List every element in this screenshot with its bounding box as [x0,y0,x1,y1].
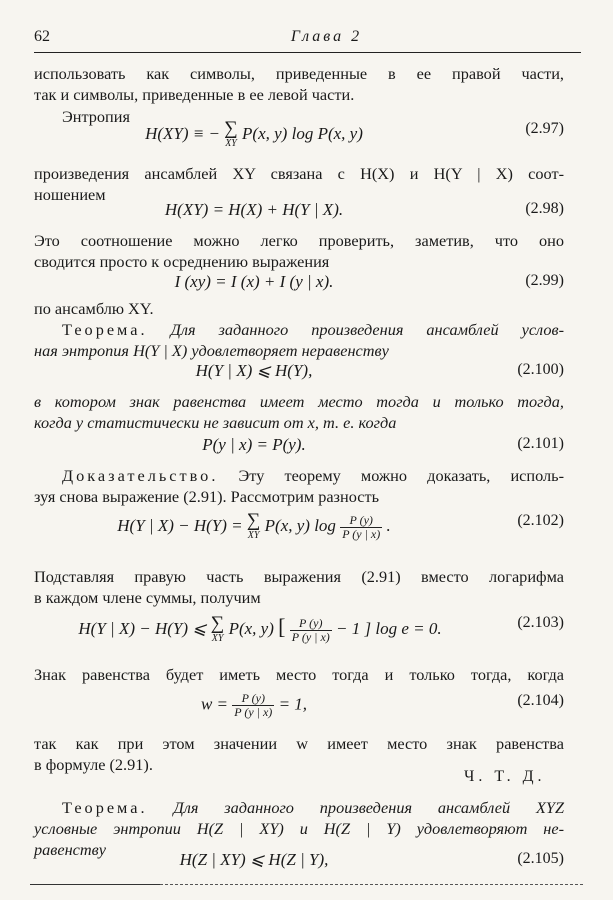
equation-end: . [386,515,391,535]
chapter-header: Глава 2 [290,28,363,45]
fraction [340,514,382,541]
equation-tail: − 1 ] log e = 0. [336,619,442,638]
equation-formula: I (xy) = I (x) + I (y | x). [174,272,334,291]
text-line-7: сводится просто к осреднению выражения [34,252,330,271]
equation-tail: = 1, [278,694,308,714]
theorem-label: Теорема. [62,798,148,817]
equation-formula: H(XY) = H(X) + H(Y | X). [164,200,344,219]
equation-formula: H(Y | X) − H(Y) ⩽ ∑ XY P(x, y) [ $\frac{P (y)}{P (y | x)}$ − 1 ] log e = 0. [78,613,442,645]
text-line-12: в каждом члене суммы, получим [34,588,261,607]
equation-number: (2.104) [517,692,564,709]
equation-number: (2.102) [517,512,564,529]
equation-number: (2.99) [525,272,564,289]
proof-text: Эту теорему можно доказать, исполь- [238,466,564,485]
equation-number: (2.97) [525,120,564,137]
fraction-numerator: P (y) [290,617,332,631]
proof-line-1 [34,465,564,486]
text-line-8: по ансамблю XY. [34,299,154,318]
theorem-2-line-3: равенству [34,840,106,859]
text-line-10: когда y статистически не зависит от x, т. е. когда [34,413,397,432]
equation-lhs: H(XY) ≡ − [145,123,220,143]
text-line-6: Это соотношение можно легко проверить, заметив, что оно [34,231,564,250]
equation-formula: H(Y | X) ⩽ H(Y), [195,361,313,380]
fraction-numerator: P (y) [340,514,382,528]
text-line-13: Знак равенства будет иметь место тогда и только тогда, когда [34,665,564,684]
theorem-1-line-1 [34,319,564,340]
equation-formula [34,692,474,719]
sum-subscript: XY [211,633,224,645]
equation-mid: P(x, y) [228,619,274,638]
qed-mark: Ч. Т. Д. [464,768,546,785]
equation-number: (2.105) [517,850,564,867]
equation-formula [34,120,474,150]
equation-number: (2.98) [525,200,564,217]
equation-formula: P(y | x) = P(y). [202,435,306,454]
theorem-1-line-2: ная энтропия H(Y | X) удовлетворяет неравенству [34,341,389,360]
theorem-2-line-1 [34,797,564,818]
equation-2-101 [34,435,564,463]
text-line-1: использовать как символы, приведенные в ее правой части, [34,64,564,83]
equation-2-105 [34,850,564,878]
equation-rhs: P(x, y) log P(x, y) [242,123,363,143]
equation-number: (2.100) [517,361,564,378]
equation-2-98 [34,200,564,228]
proof-line-2: зуя снова выражение (2.91). Рассмотрим разность [34,487,380,506]
text-line-2: так и символы, приведенные в ее левой части. [34,85,355,104]
theorem-text: Для заданного произведения ансамблей услов- [170,320,564,339]
footer-rule [30,884,160,885]
text-line-4: произведения ансамблей XY связана с H(X) и H(Y | X) соот- [34,164,564,183]
equation-formula [34,512,474,542]
equation-lhs: H(Y | X) − H(Y) ⩽ [78,619,207,638]
text-line-15: в формуле (2.91). [34,755,153,774]
equation-2-103 [34,613,564,645]
theorem-text: Для заданного произведения ансамблей XYZ [173,798,564,817]
fraction-numerator: P (y) [232,692,274,706]
equation-2-100 [34,361,564,389]
text-line-3: Энтропия [62,107,130,126]
theorem-label: Теорема. [62,320,148,339]
text-line-11: Подставляя правую часть выражения (2.91) вместо логарифма [34,567,564,586]
proof-label: Доказательство. [62,466,219,485]
equation-formula: H(Z | XY) ⩽ H(Z | Y), [179,850,329,869]
text-line-9: в котором знак равенства имеет место тогда и только тогда, [34,392,564,411]
fraction [290,617,332,644]
text-line-5: ношением [34,185,106,204]
equation-2-97 [34,120,564,148]
fraction [232,692,274,719]
fraction-denominator: P (y | x) [234,705,273,719]
text-line-14: так как при этом значении w имеет место знак равенства [34,734,564,753]
page-number: 62 [34,28,50,45]
equation-2-104 [34,692,564,720]
header-rule [34,52,581,53]
equation-mid: P(x, y) log [264,515,336,535]
equation-lhs: H(Y | X) − H(Y) = [117,515,243,535]
equation-2-102 [34,512,564,540]
sum-symbol: ∑ XY [246,510,261,541]
sum-symbol: ∑ XY [224,118,238,149]
equation-number: (2.101) [517,435,564,452]
fraction-denominator: P (y | x) [291,629,330,644]
equation-2-99 [34,272,564,300]
sum-subscript: XY [225,138,237,149]
sum-subscript: XY [247,530,260,541]
equation-lhs: w = [200,694,228,714]
theorem-2-line-2: условные энтропии H(Z | XY) и H(Z | Y) удовлетворяют не- [34,819,564,838]
fraction-denominator: P (y | x) [342,526,381,541]
sum-symbol: ∑ XY [210,613,225,645]
equation-number: (2.103) [517,614,564,631]
